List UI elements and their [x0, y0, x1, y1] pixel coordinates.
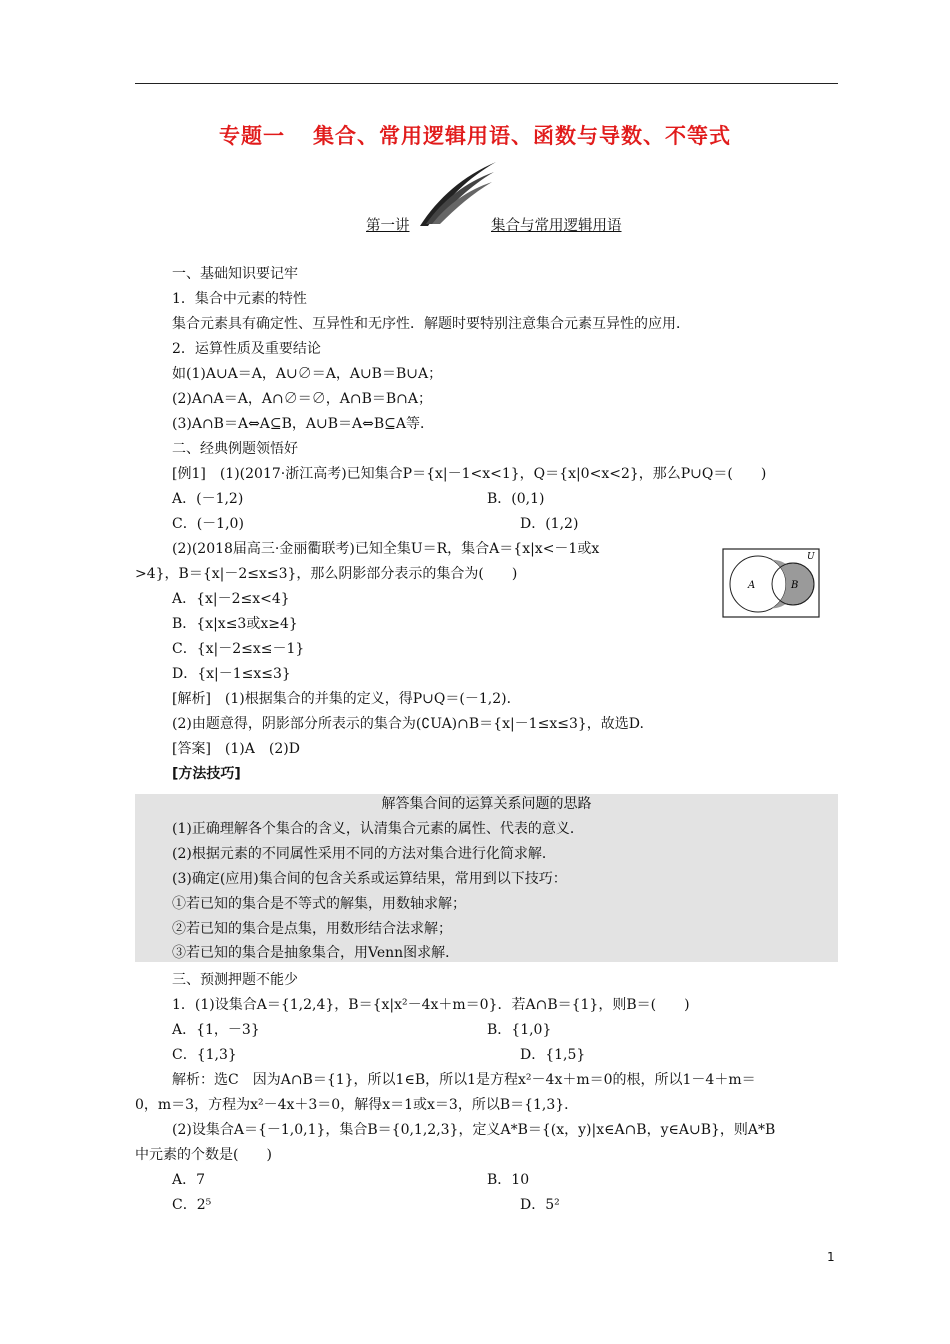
section-heading-1: 一、基础知识要记牢	[172, 266, 298, 282]
method-box	[135, 794, 838, 962]
choice-c: C．{x|－2≤x≤－1}	[172, 641, 305, 657]
analysis-line: (2)由题意得，阴影部分所表示的集合为(∁UA)∩B＝{x|－1≤x≤3}，故选D.	[172, 716, 644, 732]
page-number: 1	[827, 1250, 835, 1264]
chapter-name: 集合、常用逻辑用语、函数与导数、不等式	[313, 124, 731, 148]
method-item: ①若已知的集合是不等式的解集，用数轴求解；	[172, 896, 466, 912]
method-item: (3)确定(应用)集合间的包含关系或运算结果，常用到以下技巧：	[172, 871, 567, 887]
choice-a: A．{x|－2≤x<4}	[172, 591, 290, 607]
choice-a: A．{1，－3}	[172, 1022, 260, 1038]
swoosh-emblem-icon	[418, 158, 498, 228]
example-question: [例1] (1)(2017·浙江高考)已知集合P＝{x|－1<x<1}，Q＝{x|0<x<2}，那么P∪Q＝( )	[172, 466, 767, 482]
subheading-1: 1．集合中元素的特性	[172, 291, 307, 307]
section-heading-3: 三、预测押题不能少	[172, 972, 298, 988]
method-box-title: 解答集合间的运算关系问题的思路	[381, 796, 592, 812]
venn-label-a: A	[748, 580, 756, 591]
choice-b: B．{x|x≤3或x≥4}	[172, 616, 298, 632]
method-item: (2)根据元素的不同属性采用不同的方法对集合进行化简求解．	[172, 846, 556, 862]
choice-b: B．{1,0}	[487, 1022, 552, 1038]
method-item: (1)正确理解各个集合的含义，认清集合元素的属性、代表的意义．	[172, 821, 584, 837]
analysis-line: [解析] (1)根据集合的并集的定义，得P∪Q＝(－1,2)．	[172, 691, 521, 707]
solution-line: 解析：选C 因为A∩B＝{1}，所以1∈B，所以1是方程x²－4x＋m＝0的根，所以1－4＋m＝	[172, 1072, 756, 1088]
method-item: ③若已知的集合是抽象集合，用Venn图求解．	[172, 945, 460, 961]
choice-c: C．{1,3}	[172, 1047, 237, 1063]
choice-b: B．(0,1)	[487, 491, 545, 507]
section-heading-2: 二、经典例题领悟好	[172, 441, 298, 457]
venn-label-u: U	[807, 552, 815, 562]
choice-a: A．(－1,2)	[172, 491, 244, 507]
choice-d: D．{x|－1≤x≤3}	[172, 666, 291, 682]
answer-line: [答案] (1)A (2)D	[172, 741, 300, 757]
venn-set-a	[730, 556, 786, 612]
practice-question-2-cont: 中元素的个数是( )	[135, 1147, 272, 1163]
example-question-2-cont: >4}，B＝{x|－2≤x≤3}，那么阴影部分表示的集合为( )	[135, 566, 518, 582]
choice-b: B．10	[487, 1172, 530, 1188]
venn-label-b: B	[791, 580, 799, 591]
solution-line: 0，m＝3，方程为x²－4x＋3＝0，解得x＝1或x＝3，所以B＝{1,3}．	[135, 1097, 579, 1113]
choice-d: D．{1,5}	[520, 1047, 586, 1063]
paragraph: 集合元素具有确定性、互异性和无序性．解题时要特别注意集合元素互异性的应用．	[172, 316, 690, 332]
choice-a: A．7	[172, 1172, 206, 1188]
choice-d: D．(1,2)	[520, 516, 579, 532]
method-heading: [方法技巧]	[172, 766, 241, 782]
practice-question-1: 1．(1)设集合A＝{1,2,4}，B＝{x|x²－4x＋m＝0}．若A∩B＝{1}，则B＝( )	[172, 997, 690, 1013]
choice-d: D．5²	[520, 1197, 560, 1213]
lecture-title: 集合与常用逻辑用语	[491, 218, 622, 234]
formula-line: (2)A∩A＝A，A∩∅＝∅，A∩B＝B∩A；	[172, 391, 432, 407]
chapter-title	[0, 120, 950, 150]
chapter-number: 专题一	[219, 124, 285, 148]
example-question-2: (2)(2018届高三·金丽衢联考)已知全集U＝R，集合A＝{x|x<－1或x	[172, 541, 600, 557]
venn-diagram	[722, 548, 820, 618]
choice-c: C．2⁵	[172, 1197, 212, 1213]
practice-question-2: (2)设集合A＝{－1,0,1}，集合B＝{0,1,2,3}，定义A*B＝{(x，y)|x∈A∩B，y∈A∪B}，则A*B	[172, 1122, 776, 1138]
formula-line: (3)A∩B＝A⇔A⊆B，A∪B＝A⇔B⊆A等．	[172, 416, 435, 432]
method-item: ②若已知的集合是点集，用数形结合法求解；	[172, 921, 452, 937]
header-rule	[135, 83, 838, 84]
formula-line: 如(1)A∪A＝A，A∪∅＝A，A∪B＝B∪A；	[172, 366, 443, 382]
choice-c: C．(－1,0)	[172, 516, 244, 532]
subheading-2: 2．运算性质及重要结论	[172, 341, 321, 357]
lecture-label: 第一讲	[366, 218, 410, 234]
